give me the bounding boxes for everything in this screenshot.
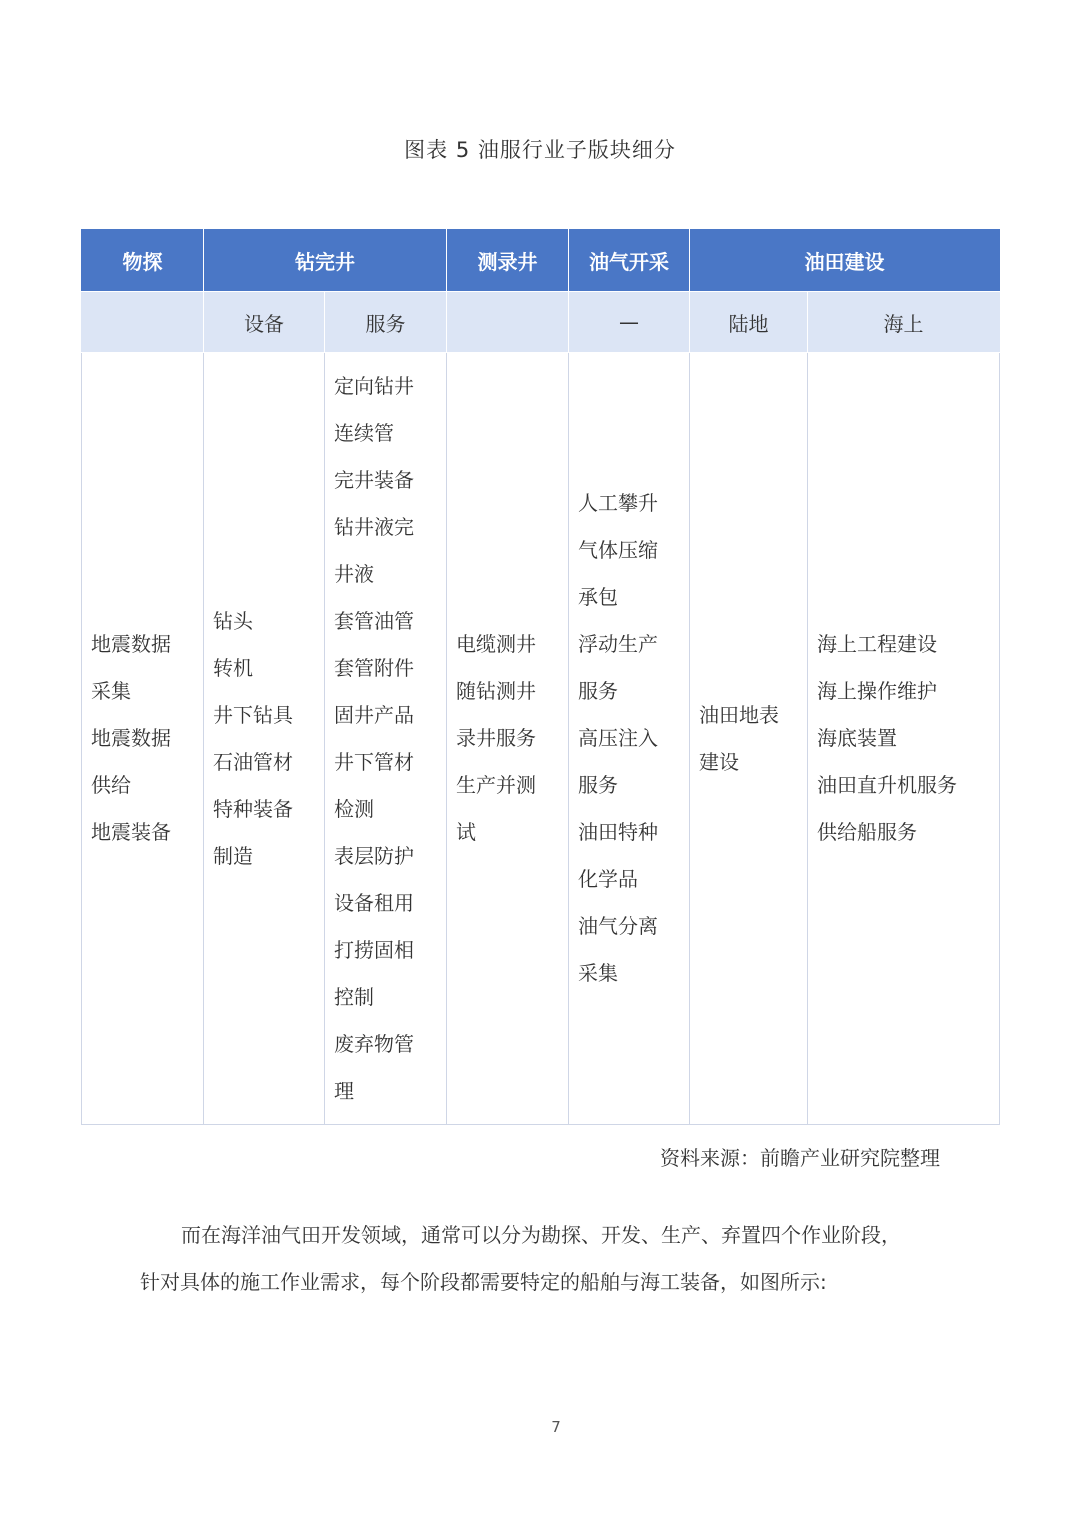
paragraph-line: 而在海洋油气田开发领域，通常可以分为勘探、开发、生产、弃置四个作业阶段， [181,1223,901,1247]
body-cell-production [569,353,690,1125]
cell-entry: 转机 [213,655,253,680]
figure-caption: 图表 5 油服行业子版块细分 [404,138,676,162]
source-note: 资料来源：前瞻产业研究院整理 [660,1146,940,1170]
subheader-cell: — [569,292,690,353]
cell-entry: 检测 [334,796,374,821]
cell-entry: 随钻测井 [456,679,536,703]
body-cell-offshore [808,353,1000,1125]
cell-entry: 高压注入 [578,726,658,750]
body-cell-drilling-services [325,353,447,1125]
cell-entry: 完井装备 [334,467,414,492]
cell-entry: 油田直升机服务 [817,773,957,797]
cell-entry: 井下钻具 [213,702,293,727]
cell-entry: 供给船服务 [817,820,917,844]
cell-entry: 套管附件 [334,655,414,680]
cell-entry: 理 [334,1078,354,1103]
cell-entry: 制造 [213,843,253,868]
cell-entry: 海底装置 [817,726,897,750]
cell-entry: 供给 [91,773,131,797]
cell-entry: 生产并测 [456,773,536,797]
subheader-cell [447,292,569,353]
cell-entry: 特种装备 [213,796,293,821]
cell-entry: 井液 [334,561,374,586]
subheader-cell [82,292,204,353]
cell-entry: 钻井液完 [334,514,414,539]
cell-entry: 服务 [578,773,618,797]
body-cell-logging [447,353,569,1125]
cell-entry: 地震数据 [91,726,171,750]
cell-entry: 表层防护 [334,843,414,868]
subheader-cell: 设备 [204,292,325,353]
cell-entry: 录井服务 [456,726,536,750]
cell-entry: 电缆测井 [456,632,536,656]
cell-entry: 化学品 [578,867,638,891]
header-cell: 测录井 [447,230,569,292]
cell-entry: 采集 [578,961,618,985]
cell-entry: 废弃物管 [334,1031,414,1056]
subheader-cell: 服务 [325,292,447,353]
header-cell: 钻完井 [204,230,447,292]
cell-entry: 井下管材 [334,749,414,774]
cell-entry: 设备租用 [334,890,414,915]
cell-entry: 建设 [699,749,739,774]
cell-entry: 石油管材 [213,749,293,774]
body-cell-onshore [690,353,808,1125]
header-cell: 物探 [82,230,204,292]
cell-entry: 钻头 [213,608,253,633]
cell-entry: 连续管 [334,420,394,445]
oilfield-services-table [81,229,1000,1125]
page-number: 7 [551,1418,561,1436]
cell-entry: 人工攀升 [578,491,658,515]
paragraph-line: 针对具体的施工作业需求，每个阶段都需要特定的船舶与海工装备，如图所示: [140,1270,827,1294]
cell-entry: 浮动生产 [578,632,658,656]
subheader-row [82,292,1000,353]
cell-entry: 定向钻井 [334,373,414,398]
cell-entry: 试 [456,820,476,844]
body-paragraph [140,1212,960,1306]
cell-entry: 油气分离 [578,914,658,938]
cell-entry: 控制 [334,984,374,1009]
cell-entry: 地震数据 [91,632,171,656]
cell-entry: 油田地表 [699,702,779,727]
body-cell-drilling-equipment [204,353,325,1125]
cell-entry: 地震装备 [91,820,171,844]
cell-entry: 承包 [578,585,618,609]
cell-entry: 服务 [578,679,618,703]
subheader-cell: 陆地 [690,292,808,353]
cell-entry: 固井产品 [334,702,414,727]
header-cell: 油田建设 [690,230,1000,292]
header-row [82,230,1000,292]
cell-entry: 打捞固相 [334,937,414,962]
cell-entry: 油田特种 [578,820,658,844]
body-cell-geophysical [82,353,204,1125]
cell-entry: 气体压缩 [578,538,658,562]
cell-entry: 采集 [91,679,131,703]
cell-entry: 套管油管 [334,608,414,633]
cell-entry: 海上操作维护 [817,679,937,703]
subheader-cell: 海上 [808,292,1000,353]
cell-entry: 海上工程建设 [817,632,937,656]
body-row [82,353,1000,1125]
header-cell: 油气开采 [569,230,690,292]
